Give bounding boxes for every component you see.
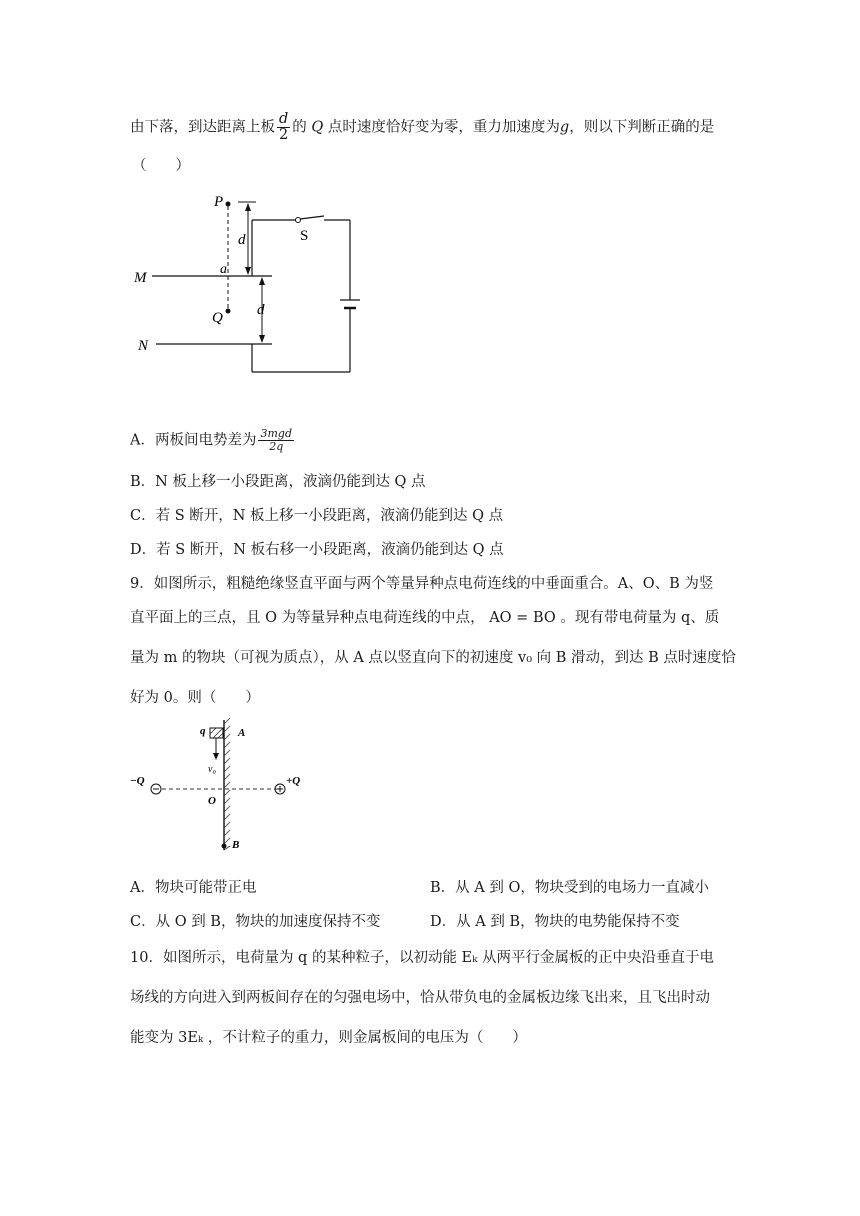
label-d2: d xyxy=(257,302,265,318)
q10-stem-line3: 能变为 3Eₖ ，不计粒子的重力，则金属板间的电压为（ ） xyxy=(130,1030,527,1046)
label-A: A xyxy=(238,727,246,739)
point-B xyxy=(222,844,227,849)
q9-charge-figure xyxy=(128,716,308,864)
frac-den: 2q xyxy=(269,440,284,453)
label-a: a xyxy=(220,262,227,277)
q8-answer-paren: （ ） xyxy=(132,158,190,174)
q9-stem-line1: 9．如图所示，粗糙绝缘竖直平面与两个等量异种点电荷连线的中垂面重合。A、O、B 为竖 xyxy=(130,576,714,592)
block-hatch xyxy=(210,728,223,738)
q8-text: Q xyxy=(311,119,324,136)
q8-text: 的 xyxy=(292,119,307,136)
q10-stem-line2: 场线的方向进入到两板间存在的匀强电场中，恰从带负电的金属板边缘飞出来，且飞出时动 xyxy=(130,990,710,1006)
switch-blade xyxy=(300,216,324,219)
label-M: M xyxy=(134,270,147,286)
q9-option-d: D．从 A 到 B，物块的电势能保持不变 xyxy=(430,914,680,930)
q8-option-d: D．若 S 断开，N 板右移一小段距离，液滴仍能到达 Q 点 xyxy=(130,542,504,558)
block xyxy=(210,728,223,738)
label-Q: Q xyxy=(212,310,223,326)
q9-stem-line4: 好为 0。则（ ） xyxy=(130,690,260,706)
q9-option-b: B．从 A 到 O，物块受到的电场力一直减小 xyxy=(430,880,709,896)
q8-option-c: C．若 S 断开，N 板上移一小段距离，液滴仍能到达 Q 点 xyxy=(130,508,504,524)
label-q: q xyxy=(200,725,206,737)
label-d1: d xyxy=(238,232,246,248)
fraction-d-over-2 xyxy=(277,112,290,143)
q10-stem-line1: 10．如图所示，电荷量为 q 的某种粒子，以初动能 Eₖ 从两平行金属板的正中央沿垂直于电 xyxy=(130,950,715,966)
arrowhead xyxy=(213,753,219,760)
q8-text: 由下落，到达距离上板 xyxy=(130,119,275,136)
q8-option-a xyxy=(130,428,296,453)
switch-contact xyxy=(296,218,301,223)
arrowhead xyxy=(259,335,265,343)
arrowhead xyxy=(245,203,251,211)
label-v0: v₀ xyxy=(208,764,216,775)
label-S: S xyxy=(300,228,309,244)
label-B: B xyxy=(232,839,240,851)
q8-option-b: B．N 板上移一小段距离，液滴仍能到达 Q 点 xyxy=(130,474,426,490)
plane-hatching xyxy=(224,718,230,850)
label-N: N xyxy=(138,338,149,354)
q8-circuit-figure xyxy=(130,190,370,380)
label-posQ: +Q xyxy=(286,775,301,787)
q8-text: ，则以下判断正确的是 xyxy=(569,119,715,136)
fraction-3mgd-over-2q xyxy=(258,428,294,453)
q9-stem-line3: 量为 m 的物块（可视为质点），从 A 点以竖直向下的初速度 v₀ 向 B 滑动，到达 B 点时速度恰 xyxy=(130,650,736,666)
arrowhead xyxy=(245,267,251,275)
q9-option-a: A．物块可能带正电 xyxy=(130,880,257,896)
frac-den: 2 xyxy=(279,127,289,143)
q8-option-a-text: A．两板间电势差为 xyxy=(130,432,257,449)
frac-num: 3mgd xyxy=(260,427,292,440)
q8-text: 点时速度恰好变为零，重力加速度为 xyxy=(327,119,560,136)
label-P: P xyxy=(214,194,224,210)
arrowhead xyxy=(259,277,265,285)
q8-stem-line1 xyxy=(130,112,714,143)
q9-stem-line2: 直平面上的三点，且 O 为等量异种点电荷连线的中点， AO = BO 。现有带电荷量为 q、质 xyxy=(130,610,720,626)
point-P xyxy=(226,202,231,207)
q8-text: g xyxy=(559,119,570,136)
frac-num: d xyxy=(279,111,289,127)
q9-option-c: C．从 O 到 B，物块的加速度保持不变 xyxy=(130,914,381,930)
point-Q xyxy=(226,309,231,314)
label-negQ: −Q xyxy=(130,775,145,787)
label-O: O xyxy=(208,795,216,807)
